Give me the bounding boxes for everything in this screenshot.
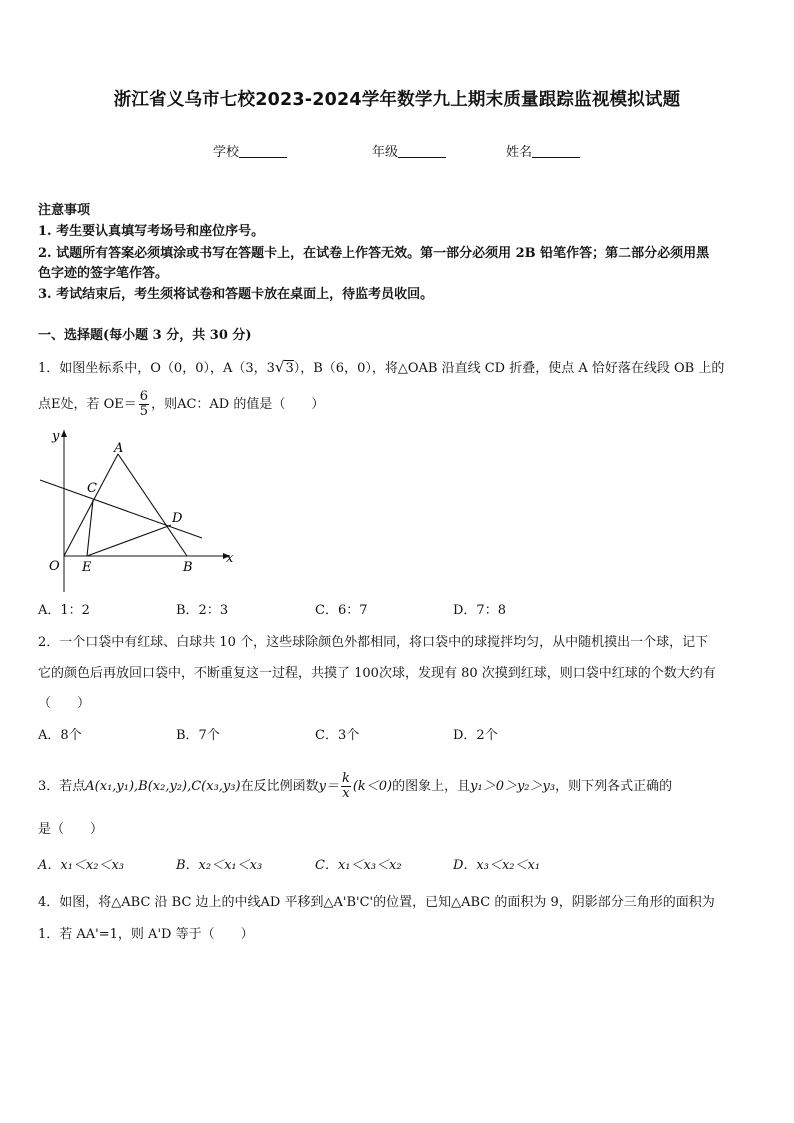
question-3-line-1: 3．若点A(x₁,y₁),B(x₂,y₂),C(x₃,y₃)在反比例函数y＝ $\frac{k}{x}$ (k＜0)的图象上，且y₁＞0＞y₂＞y₃，则下列各式正确的	[38, 771, 673, 801]
grade-blank[interactable]	[398, 144, 446, 158]
school-blank[interactable]	[239, 144, 287, 158]
question-1-line-2: 点E处，若 OE＝ $\frac{6}{5}$ ，则AC：AD 的值是（ ）	[38, 389, 325, 419]
section-heading: 一、选择题(每小题 3 分，共 30 分)	[38, 328, 252, 343]
q1-option-d[interactable]: D．7：8	[453, 603, 506, 618]
grade-field[interactable]	[372, 141, 446, 160]
label-E: E	[82, 560, 92, 575]
q2-option-a[interactable]: A．8个	[38, 728, 82, 743]
label-x: x	[226, 551, 234, 566]
label-A: A	[114, 441, 124, 456]
q1-option-c[interactable]: C．6：7	[315, 603, 368, 618]
grade-label: 年级	[372, 145, 399, 160]
label-O: O	[49, 559, 60, 574]
label-C: C	[87, 481, 97, 496]
fraction: $\frac{k}{x}$	[341, 771, 350, 801]
notice-item: 3. 考试结束后，考生须将试卷和答题卡放在桌面上，待监考员收回。	[38, 287, 434, 302]
question-1-figure	[30, 420, 250, 595]
sqrt-icon: √	[274, 358, 285, 376]
segment-ED	[87, 525, 171, 556]
question-4-line-2: 1．若 AA'=1，则 A'D 等于（ ）	[38, 927, 254, 942]
q3-option-c[interactable]: C．x₁＜x₃＜x₂	[315, 858, 402, 873]
label-y: y	[52, 429, 60, 444]
q2-option-d[interactable]: D．2个	[453, 728, 498, 743]
fraction: $\frac{6}{5}$	[139, 389, 149, 419]
notice-item: 1. 考生要认真填写考场号和座位序号。	[38, 224, 265, 239]
q2-option-c[interactable]: C．3个	[315, 728, 360, 743]
q2-option-b[interactable]: B．7个	[176, 728, 220, 743]
q3-option-a[interactable]: A．x₁＜x₂＜x₃	[38, 858, 125, 873]
question-2-line-3: （ ）	[38, 696, 91, 711]
question-3-line-2: 是（ ）	[38, 822, 104, 837]
notice-heading: 注意事项	[38, 203, 91, 218]
name-blank[interactable]	[532, 144, 580, 158]
label-D: D	[172, 511, 183, 526]
q3-option-d[interactable]: D．x₃＜x₂＜x₁	[453, 858, 541, 873]
notice-item: 色字迹的签字笔作答。	[38, 266, 169, 281]
question-2-line-2: 它的颜色后再放回口袋中，不断重复这一过程，共摸了 100次球，发现有 80 次摸到红球，则口袋中红球的个数大约有	[38, 666, 716, 681]
question-2-line-1: 2．一个口袋中有红球、白球共 10 个，这些球除颜色外都相同，将口袋中的球搅拌均匀，从中随机摸出一个球，记下	[38, 635, 709, 650]
notice-item: 2. 试题所有答案必须填涂或书写在答题卡上，在试卷上作答无效。第一部分必须用 2B 铅笔作答；第二部分必须用黑	[38, 246, 710, 261]
page-title: 浙江省义乌市七校2023-2024学年数学九上期末质量跟踪监视模拟试题	[113, 90, 681, 110]
name-label: 姓名	[506, 145, 533, 160]
q1-option-b[interactable]: B．2：3	[176, 603, 229, 618]
q1-option-a[interactable]: A．1：2	[38, 603, 90, 618]
y-axis-arrow-icon	[61, 430, 67, 437]
label-B: B	[183, 560, 193, 575]
school-field[interactable]	[213, 141, 287, 160]
segment-CE	[87, 500, 93, 556]
name-field[interactable]	[506, 141, 580, 160]
q3-option-b[interactable]: B．x₂＜x₁＜x₃	[176, 858, 263, 873]
question-4-line-1: 4．如图，将△ABC 沿 BC 边上的中线AD 平移到△A'B'C'的位置，已知△ABC 的面积为 9，阴影部分三角形的面积为	[38, 895, 715, 910]
question-1-line-1: 1．如图坐标系中，O（0，0），A（3，3√3），B（6，0），将△OAB 沿直线 CD 折叠，使点 A 恰好落在线段 OB 上的	[38, 358, 725, 376]
school-label: 学校	[213, 145, 240, 160]
